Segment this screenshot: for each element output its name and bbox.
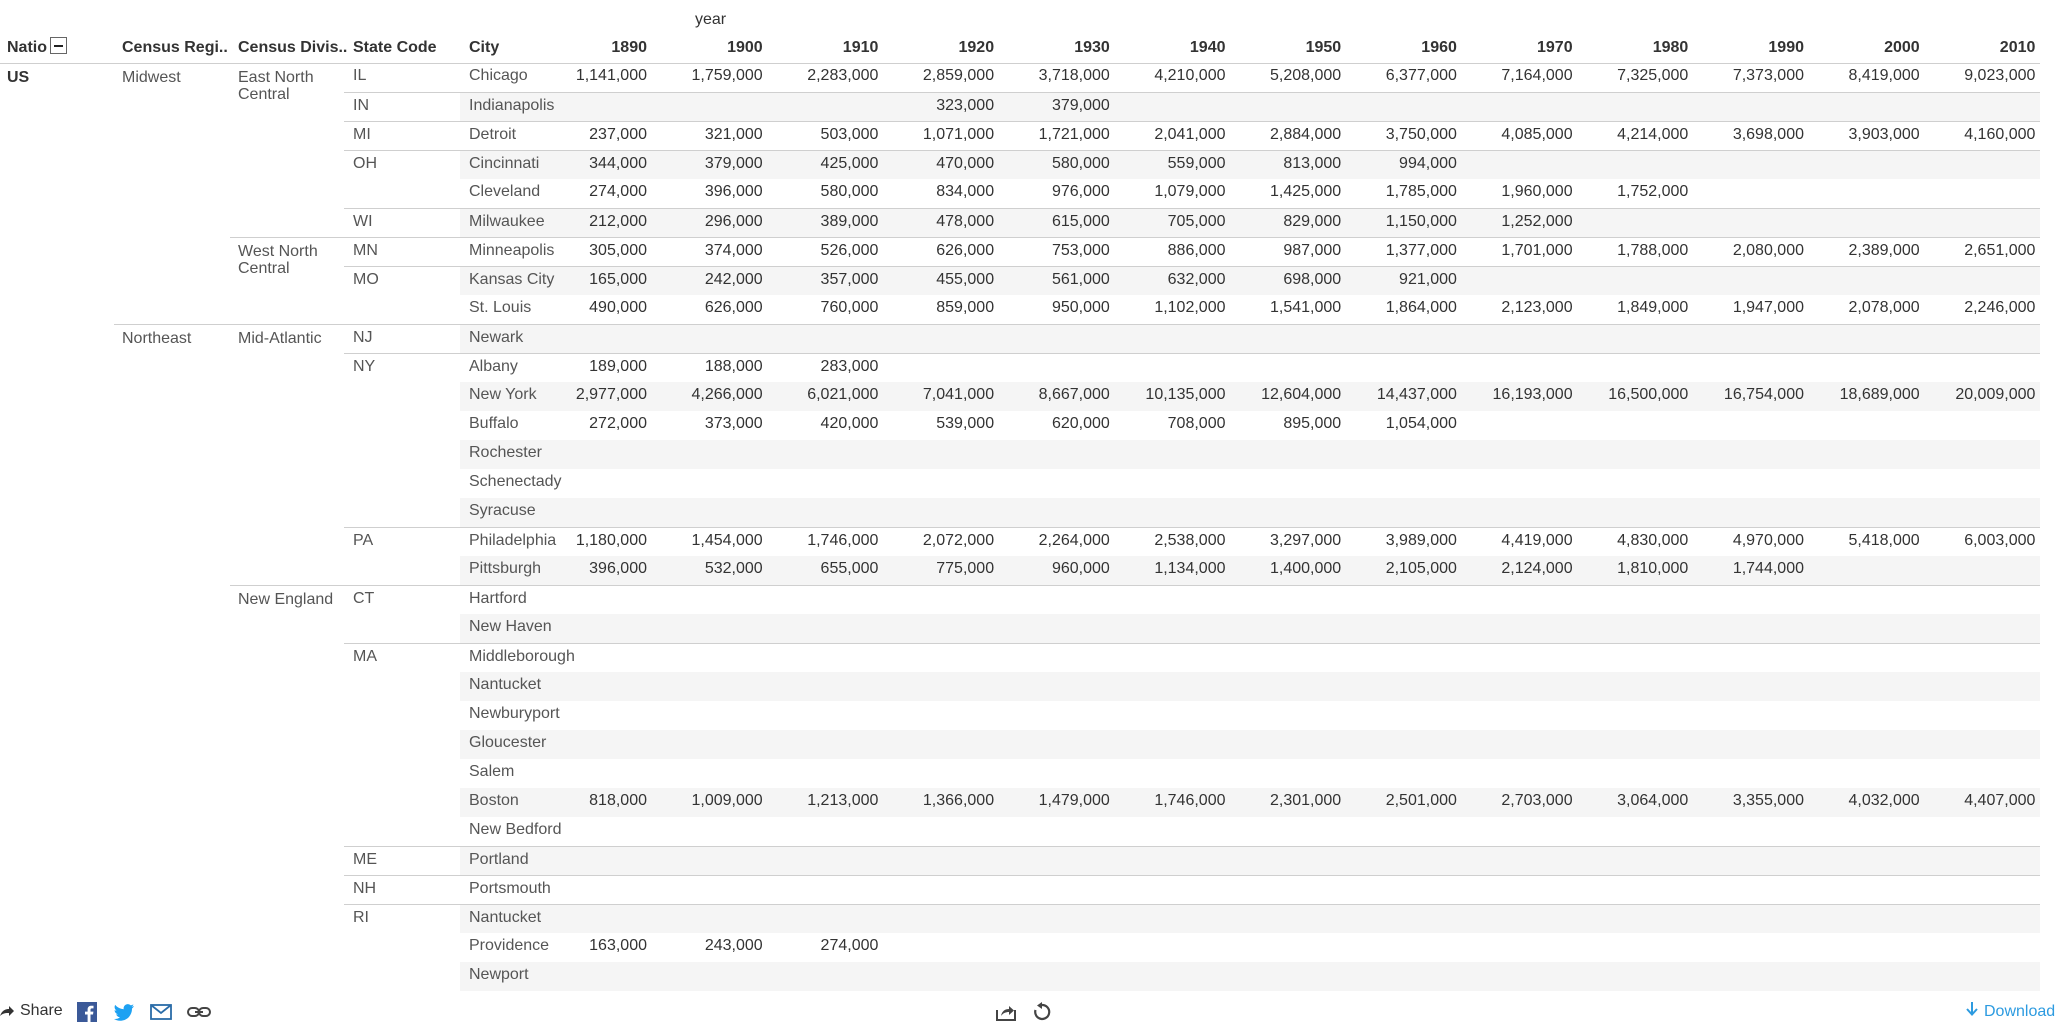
table-row xyxy=(344,150,2040,179)
state-code-cell[interactable]: MI xyxy=(353,126,371,143)
value-cell[interactable]: 455,000 xyxy=(936,271,995,288)
value-cell[interactable]: 1,054,000 xyxy=(1385,415,1457,432)
value-cell[interactable]: 18,689,000 xyxy=(1839,386,1920,403)
value-cell[interactable]: 296,000 xyxy=(704,213,763,230)
value-cell[interactable]: 2,123,000 xyxy=(1501,299,1573,316)
value-cell[interactable]: 16,500,000 xyxy=(1608,386,1689,403)
value-cell[interactable]: 16,193,000 xyxy=(1492,386,1573,403)
value-cell[interactable]: 1,479,000 xyxy=(1038,792,1110,809)
value-cell[interactable]: 1,180,000 xyxy=(575,532,647,549)
value-cell[interactable]: 272,000 xyxy=(589,415,647,432)
state-code-cell[interactable]: NH xyxy=(353,880,377,897)
value-cell[interactable]: 2,264,000 xyxy=(1038,532,1110,549)
value-cell[interactable]: 532,000 xyxy=(704,560,763,577)
table-row xyxy=(460,382,2040,411)
city-cell[interactable]: Philadelphia xyxy=(469,532,557,549)
city-cell[interactable]: Middleborough xyxy=(469,648,575,665)
nation-cell[interactable]: US xyxy=(7,69,30,86)
value-cell[interactable]: 7,164,000 xyxy=(1501,67,1573,84)
share-arrow-icon[interactable] xyxy=(0,1002,14,1022)
value-cell[interactable]: 987,000 xyxy=(1283,242,1342,259)
city-cell[interactable]: Pittsburgh xyxy=(469,560,542,577)
table-row xyxy=(344,846,2040,875)
share-label[interactable]: Share xyxy=(20,1002,63,1019)
table-row xyxy=(353,63,2040,92)
value-cell[interactable]: 1,785,000 xyxy=(1385,183,1457,200)
download-button[interactable] xyxy=(1966,1002,2055,1021)
value-cell[interactable]: 813,000 xyxy=(1283,155,1342,172)
city-cell[interactable]: Milwaukee xyxy=(469,213,545,230)
value-cell[interactable]: 344,000 xyxy=(589,155,647,172)
value-cell[interactable]: 389,000 xyxy=(820,213,879,230)
value-cell[interactable]: 1,252,000 xyxy=(1501,213,1573,230)
value-cell[interactable]: 921,000 xyxy=(1399,271,1457,288)
state-code-cell[interactable]: IN xyxy=(353,97,369,114)
link-icon[interactable] xyxy=(187,1002,211,1022)
value-cell[interactable]: 1,425,000 xyxy=(1270,183,1342,200)
city-cell[interactable]: Albany xyxy=(469,358,518,375)
year-header-8[interactable]: 1970 xyxy=(1537,39,1573,56)
table-row xyxy=(344,527,2040,556)
value-cell[interactable]: 7,325,000 xyxy=(1617,67,1689,84)
value-cell[interactable]: 1,744,000 xyxy=(1732,560,1804,577)
value-cell[interactable]: 1,746,000 xyxy=(1154,792,1226,809)
value-cell[interactable]: 1,721,000 xyxy=(1038,126,1110,143)
table-row xyxy=(460,730,2040,759)
value-cell[interactable]: 1,079,000 xyxy=(1154,183,1226,200)
collapse-icon[interactable] xyxy=(50,37,67,54)
value-cell[interactable]: 3,750,000 xyxy=(1385,126,1457,143)
city-cell[interactable]: Providence xyxy=(469,937,550,954)
table-row xyxy=(460,759,2040,788)
value-cell[interactable]: 3,297,000 xyxy=(1270,532,1342,549)
value-cell[interactable]: 188,000 xyxy=(704,358,763,375)
value-cell[interactable]: 4,830,000 xyxy=(1617,532,1689,549)
value-cell[interactable]: 420,000 xyxy=(820,415,879,432)
table-row xyxy=(460,556,2040,585)
value-cell[interactable]: 1,134,000 xyxy=(1154,560,1226,577)
city-cell[interactable]: Syracuse xyxy=(469,502,536,519)
value-cell[interactable]: 163,000 xyxy=(589,937,647,954)
table-row xyxy=(460,614,2040,643)
toolbar xyxy=(0,990,2055,1030)
value-cell[interactable]: 1,788,000 xyxy=(1617,242,1689,259)
value-cell[interactable]: 708,000 xyxy=(1167,415,1226,432)
value-cell[interactable]: 12,604,000 xyxy=(1261,386,1342,403)
city-cell[interactable]: Hartford xyxy=(469,590,527,607)
census-division-cell[interactable]: New England xyxy=(238,591,334,608)
value-cell[interactable]: 4,085,000 xyxy=(1501,126,1573,143)
value-cell[interactable]: 1,849,000 xyxy=(1617,299,1689,316)
year-header-9[interactable]: 1980 xyxy=(1652,39,1689,56)
value-cell[interactable]: 1,746,000 xyxy=(807,532,879,549)
city-cell[interactable]: Newport xyxy=(469,966,529,983)
state-code-cell[interactable]: ME xyxy=(353,851,377,868)
value-cell[interactable]: 829,000 xyxy=(1283,213,1342,230)
value-cell[interactable]: 753,000 xyxy=(1051,242,1110,259)
value-cell[interactable]: 2,651,000 xyxy=(1964,242,2036,259)
value-cell[interactable]: 189,000 xyxy=(589,358,647,375)
value-cell[interactable]: 698,000 xyxy=(1283,271,1342,288)
state-code-cell[interactable]: IL xyxy=(353,67,367,84)
value-cell[interactable]: 379,000 xyxy=(1051,97,1110,114)
table-row xyxy=(460,411,2040,440)
table-row xyxy=(344,875,2040,904)
value-cell[interactable]: 243,000 xyxy=(704,937,763,954)
state-code-header[interactable]: State Code xyxy=(353,39,437,56)
value-cell[interactable]: 8,419,000 xyxy=(1848,67,1920,84)
export-icon[interactable] xyxy=(995,1002,1017,1022)
email-icon[interactable] xyxy=(150,1002,172,1022)
state-code-cell[interactable]: MA xyxy=(353,648,377,665)
year-header-11[interactable]: 2000 xyxy=(1884,39,1920,56)
division-separator xyxy=(230,237,344,238)
city-cell[interactable]: Boston xyxy=(469,792,519,809)
value-cell[interactable]: 2,538,000 xyxy=(1154,532,1226,549)
city-cell[interactable]: Minneapolis xyxy=(469,242,555,259)
value-cell[interactable]: 1,947,000 xyxy=(1732,299,1804,316)
value-cell[interactable]: 212,000 xyxy=(589,213,647,230)
value-cell[interactable]: 7,373,000 xyxy=(1732,67,1804,84)
state-code-cell[interactable]: NY xyxy=(353,358,376,375)
city-cell[interactable]: Chicago xyxy=(469,67,528,84)
value-cell[interactable]: 620,000 xyxy=(1051,415,1110,432)
column-axis-label: year xyxy=(695,11,727,28)
census-division-header[interactable]: Census Divis.. xyxy=(238,39,348,56)
table-row xyxy=(344,208,2040,237)
year-header-5[interactable]: 1940 xyxy=(1189,39,1226,56)
value-cell[interactable]: 3,698,000 xyxy=(1732,126,1804,143)
value-cell[interactable]: 2,078,000 xyxy=(1848,299,1920,316)
city-cell[interactable]: Buffalo xyxy=(469,415,519,432)
value-cell[interactable]: 705,000 xyxy=(1167,213,1226,230)
table-row xyxy=(344,92,2040,121)
year-header-10[interactable]: 1990 xyxy=(1768,39,1804,56)
city-cell[interactable]: Kansas City xyxy=(469,271,555,288)
value-cell[interactable]: 1,701,000 xyxy=(1501,242,1573,259)
value-cell[interactable]: 478,000 xyxy=(936,213,995,230)
value-cell[interactable]: 321,000 xyxy=(704,126,763,143)
city-cell[interactable]: Portland xyxy=(469,851,529,868)
value-cell[interactable]: 960,000 xyxy=(1051,560,1110,577)
value-cell[interactable]: 1,759,000 xyxy=(691,67,763,84)
value-cell[interactable]: 5,208,000 xyxy=(1270,67,1342,84)
census-region-header[interactable]: Census Regi.. xyxy=(122,39,228,56)
value-cell[interactable]: 2,080,000 xyxy=(1732,242,1804,259)
table-row xyxy=(344,904,2040,933)
year-header-1[interactable]: 1900 xyxy=(727,39,763,56)
value-cell[interactable]: 580,000 xyxy=(1051,155,1110,172)
city-cell[interactable]: Nantucket xyxy=(469,676,542,693)
download-label: Download xyxy=(1984,1003,2055,1020)
value-cell[interactable]: 886,000 xyxy=(1167,242,1226,259)
value-cell[interactable]: 3,064,000 xyxy=(1617,792,1689,809)
value-cell[interactable]: 539,000 xyxy=(936,415,995,432)
state-code-cell[interactable]: WI xyxy=(353,213,373,230)
table-row xyxy=(344,353,2040,382)
value-cell[interactable]: 1,366,000 xyxy=(922,792,995,809)
value-cell[interactable]: 4,160,000 xyxy=(1964,126,2036,143)
state-code-cell[interactable]: PA xyxy=(353,532,374,549)
value-cell[interactable]: 1,009,000 xyxy=(691,792,763,809)
value-cell[interactable]: 4,407,000 xyxy=(1964,792,2036,809)
census-region-cell[interactable]: Midwest xyxy=(122,69,181,86)
value-cell[interactable]: 559,000 xyxy=(1167,155,1226,172)
value-cell[interactable]: 3,903,000 xyxy=(1848,126,1920,143)
table-row xyxy=(460,817,2040,846)
city-cell[interactable]: New York xyxy=(469,386,537,403)
city-cell[interactable]: New Bedford xyxy=(469,821,562,838)
region-separator xyxy=(114,324,344,325)
value-cell[interactable]: 2,283,000 xyxy=(807,67,879,84)
value-cell[interactable]: 6,021,000 xyxy=(807,386,879,403)
city-cell[interactable]: Cincinnati xyxy=(469,155,540,172)
revert-icon[interactable] xyxy=(1032,1002,1052,1022)
table-row xyxy=(344,121,2040,150)
table-row xyxy=(344,266,2040,295)
table-row xyxy=(460,469,2040,498)
state-code-cell[interactable]: OH xyxy=(353,155,377,172)
value-cell[interactable]: 2,859,000 xyxy=(922,67,995,84)
value-cell[interactable]: 396,000 xyxy=(589,560,647,577)
table-row xyxy=(460,440,2040,469)
value-cell[interactable]: 490,000 xyxy=(589,299,647,316)
value-cell[interactable]: 859,000 xyxy=(936,299,995,316)
value-cell[interactable]: 10,135,000 xyxy=(1145,386,1226,403)
value-cell[interactable]: 2,501,000 xyxy=(1385,792,1457,809)
value-cell[interactable]: 425,000 xyxy=(820,155,879,172)
table-row xyxy=(460,672,2040,701)
value-cell[interactable]: 503,000 xyxy=(820,126,879,143)
value-cell[interactable]: 8,667,000 xyxy=(1038,386,1110,403)
value-cell[interactable]: 7,041,000 xyxy=(922,386,995,403)
header-row xyxy=(0,36,2040,64)
twitter-icon[interactable] xyxy=(113,1002,135,1022)
value-cell[interactable]: 2,389,000 xyxy=(1848,242,1920,259)
value-cell[interactable]: 775,000 xyxy=(936,560,995,577)
value-cell[interactable]: 3,718,000 xyxy=(1038,67,1110,84)
value-cell[interactable]: 1,454,000 xyxy=(691,532,763,549)
state-code-cell[interactable]: MO xyxy=(353,271,379,288)
value-cell[interactable]: 632,000 xyxy=(1167,271,1226,288)
value-cell[interactable]: 1,752,000 xyxy=(1617,183,1689,200)
value-cell[interactable]: 976,000 xyxy=(1051,183,1110,200)
value-cell[interactable]: 470,000 xyxy=(936,155,995,172)
year-header-6[interactable]: 1950 xyxy=(1305,39,1342,56)
table-row xyxy=(460,498,2040,527)
value-cell[interactable]: 2,977,000 xyxy=(575,386,647,403)
year-header-2[interactable]: 1910 xyxy=(842,39,879,56)
value-cell[interactable]: 4,032,000 xyxy=(1848,792,1920,809)
city-cell[interactable]: Gloucester xyxy=(469,734,547,751)
value-cell[interactable]: 580,000 xyxy=(820,183,879,200)
city-cell[interactable]: Nantucket xyxy=(469,909,542,926)
table-row xyxy=(460,962,2040,991)
value-cell[interactable]: 2,703,000 xyxy=(1501,792,1573,809)
value-cell[interactable]: 895,000 xyxy=(1283,415,1342,432)
value-cell[interactable]: 1,541,000 xyxy=(1270,299,1342,316)
value-cell[interactable]: 4,214,000 xyxy=(1617,126,1689,143)
value-cell[interactable]: 373,000 xyxy=(704,415,763,432)
table-row xyxy=(460,788,2040,817)
value-cell[interactable]: 374,000 xyxy=(704,242,763,259)
value-cell[interactable]: 323,000 xyxy=(936,97,995,114)
value-cell[interactable]: 6,377,000 xyxy=(1385,67,1457,84)
value-cell[interactable]: 1,150,000 xyxy=(1385,213,1457,230)
value-cell[interactable]: 2,105,000 xyxy=(1385,560,1457,577)
value-cell[interactable]: 1,071,000 xyxy=(922,126,995,143)
value-cell[interactable]: 305,000 xyxy=(589,242,647,259)
value-cell[interactable]: 3,355,000 xyxy=(1732,792,1804,809)
value-cell[interactable]: 274,000 xyxy=(820,937,879,954)
value-cell[interactable]: 626,000 xyxy=(704,299,763,316)
download-arrow-icon xyxy=(1966,1002,1978,1021)
census-division-cell[interactable]: East North xyxy=(238,69,314,86)
value-cell[interactable]: 834,000 xyxy=(936,183,995,200)
table-row xyxy=(460,295,2040,324)
column-guide xyxy=(114,324,115,970)
value-cell[interactable]: 396,000 xyxy=(704,183,763,200)
city-cell[interactable]: St. Louis xyxy=(469,299,532,316)
year-header-0[interactable]: 1890 xyxy=(611,39,647,56)
value-cell[interactable]: 2,246,000 xyxy=(1964,299,2036,316)
table-row xyxy=(460,933,2040,962)
value-cell[interactable]: 615,000 xyxy=(1051,213,1110,230)
value-cell[interactable]: 818,000 xyxy=(589,792,647,809)
state-code-cell[interactable]: RI xyxy=(353,909,369,926)
value-cell[interactable]: 626,000 xyxy=(936,242,995,259)
table-row xyxy=(460,701,2040,730)
table-row xyxy=(344,237,2040,266)
value-cell[interactable]: 2,124,000 xyxy=(1501,560,1573,577)
city-cell[interactable]: Rochester xyxy=(469,444,542,461)
column-guide xyxy=(230,237,231,970)
value-cell[interactable]: 237,000 xyxy=(589,126,647,143)
value-cell[interactable]: 16,754,000 xyxy=(1723,386,1804,403)
table-row xyxy=(344,585,2040,614)
table-row xyxy=(344,324,2040,353)
value-cell[interactable]: 2,301,000 xyxy=(1270,792,1342,809)
value-cell[interactable]: 14,437,000 xyxy=(1376,386,1457,403)
census-division-cell[interactable]: Central xyxy=(238,86,290,103)
facebook-icon[interactable] xyxy=(77,1002,97,1022)
value-cell[interactable]: 655,000 xyxy=(820,560,879,577)
value-cell[interactable]: 1,213,000 xyxy=(807,792,879,809)
state-code-cell[interactable]: CT xyxy=(353,590,375,607)
value-cell[interactable]: 2,884,000 xyxy=(1270,126,1342,143)
value-cell[interactable]: 6,003,000 xyxy=(1964,532,2036,549)
value-cell[interactable]: 1,102,000 xyxy=(1154,299,1226,316)
value-cell[interactable]: 4,210,000 xyxy=(1154,67,1226,84)
city-cell[interactable]: Newburyport xyxy=(469,705,560,722)
value-cell[interactable]: 950,000 xyxy=(1051,299,1110,316)
city-cell[interactable]: Portsmouth xyxy=(469,880,551,897)
value-cell[interactable]: 1,377,000 xyxy=(1385,242,1457,259)
value-cell[interactable]: 1,141,000 xyxy=(575,67,647,84)
value-cell[interactable]: 357,000 xyxy=(820,271,879,288)
state-code-cell[interactable]: NJ xyxy=(353,329,373,346)
value-cell[interactable]: 3,989,000 xyxy=(1385,532,1457,549)
city-header[interactable]: City xyxy=(469,39,500,56)
division-separator xyxy=(230,585,344,586)
value-cell[interactable]: 1,864,000 xyxy=(1385,299,1457,316)
value-cell[interactable]: 526,000 xyxy=(820,242,879,259)
nation-header[interactable]: Natio xyxy=(7,39,47,56)
value-cell[interactable]: 994,000 xyxy=(1399,155,1457,172)
value-cell[interactable]: 242,000 xyxy=(704,271,763,288)
value-cell[interactable]: 165,000 xyxy=(589,271,647,288)
value-cell[interactable]: 4,266,000 xyxy=(691,386,763,403)
value-cell[interactable]: 561,000 xyxy=(1051,271,1110,288)
year-header-3[interactable]: 1920 xyxy=(958,39,995,56)
census-division-cell[interactable]: Central xyxy=(238,260,290,277)
table-row xyxy=(344,643,2040,672)
value-cell[interactable]: 1,960,000 xyxy=(1501,183,1573,200)
value-cell[interactable]: 20,009,000 xyxy=(1955,386,2036,403)
year-header-12[interactable]: 2010 xyxy=(1999,39,2036,56)
value-cell[interactable]: 760,000 xyxy=(820,299,879,316)
city-cell[interactable]: Cleveland xyxy=(469,183,541,200)
value-cell[interactable]: 1,810,000 xyxy=(1617,560,1689,577)
year-header-4[interactable]: 1930 xyxy=(1074,39,1110,56)
value-cell[interactable]: 4,970,000 xyxy=(1732,532,1804,549)
state-code-cell[interactable]: MN xyxy=(353,242,378,259)
city-cell[interactable]: Newark xyxy=(469,329,524,346)
census-region-cell[interactable]: Northeast xyxy=(122,330,192,347)
value-cell[interactable]: 379,000 xyxy=(704,155,763,172)
census-division-cell[interactable]: West North xyxy=(238,243,318,260)
value-cell[interactable]: 4,419,000 xyxy=(1501,532,1573,549)
census-division-cell[interactable]: Mid-Atlantic xyxy=(238,330,322,347)
value-cell[interactable]: 2,041,000 xyxy=(1154,126,1226,143)
value-cell[interactable]: 2,072,000 xyxy=(922,532,995,549)
table-row xyxy=(460,179,2040,208)
city-cell[interactable]: New Haven xyxy=(469,618,552,635)
city-cell[interactable]: Indianapolis xyxy=(469,97,555,114)
value-cell[interactable]: 5,418,000 xyxy=(1848,532,1920,549)
value-cell[interactable]: 283,000 xyxy=(820,358,879,375)
city-cell[interactable]: Salem xyxy=(469,763,515,780)
value-cell[interactable]: 9,023,000 xyxy=(1964,67,2036,84)
city-cell[interactable]: Schenectady xyxy=(469,473,562,490)
city-cell[interactable]: Detroit xyxy=(469,126,517,143)
value-cell[interactable]: 274,000 xyxy=(589,183,647,200)
year-header-7[interactable]: 1960 xyxy=(1421,39,1457,56)
value-cell[interactable]: 1,400,000 xyxy=(1270,560,1342,577)
